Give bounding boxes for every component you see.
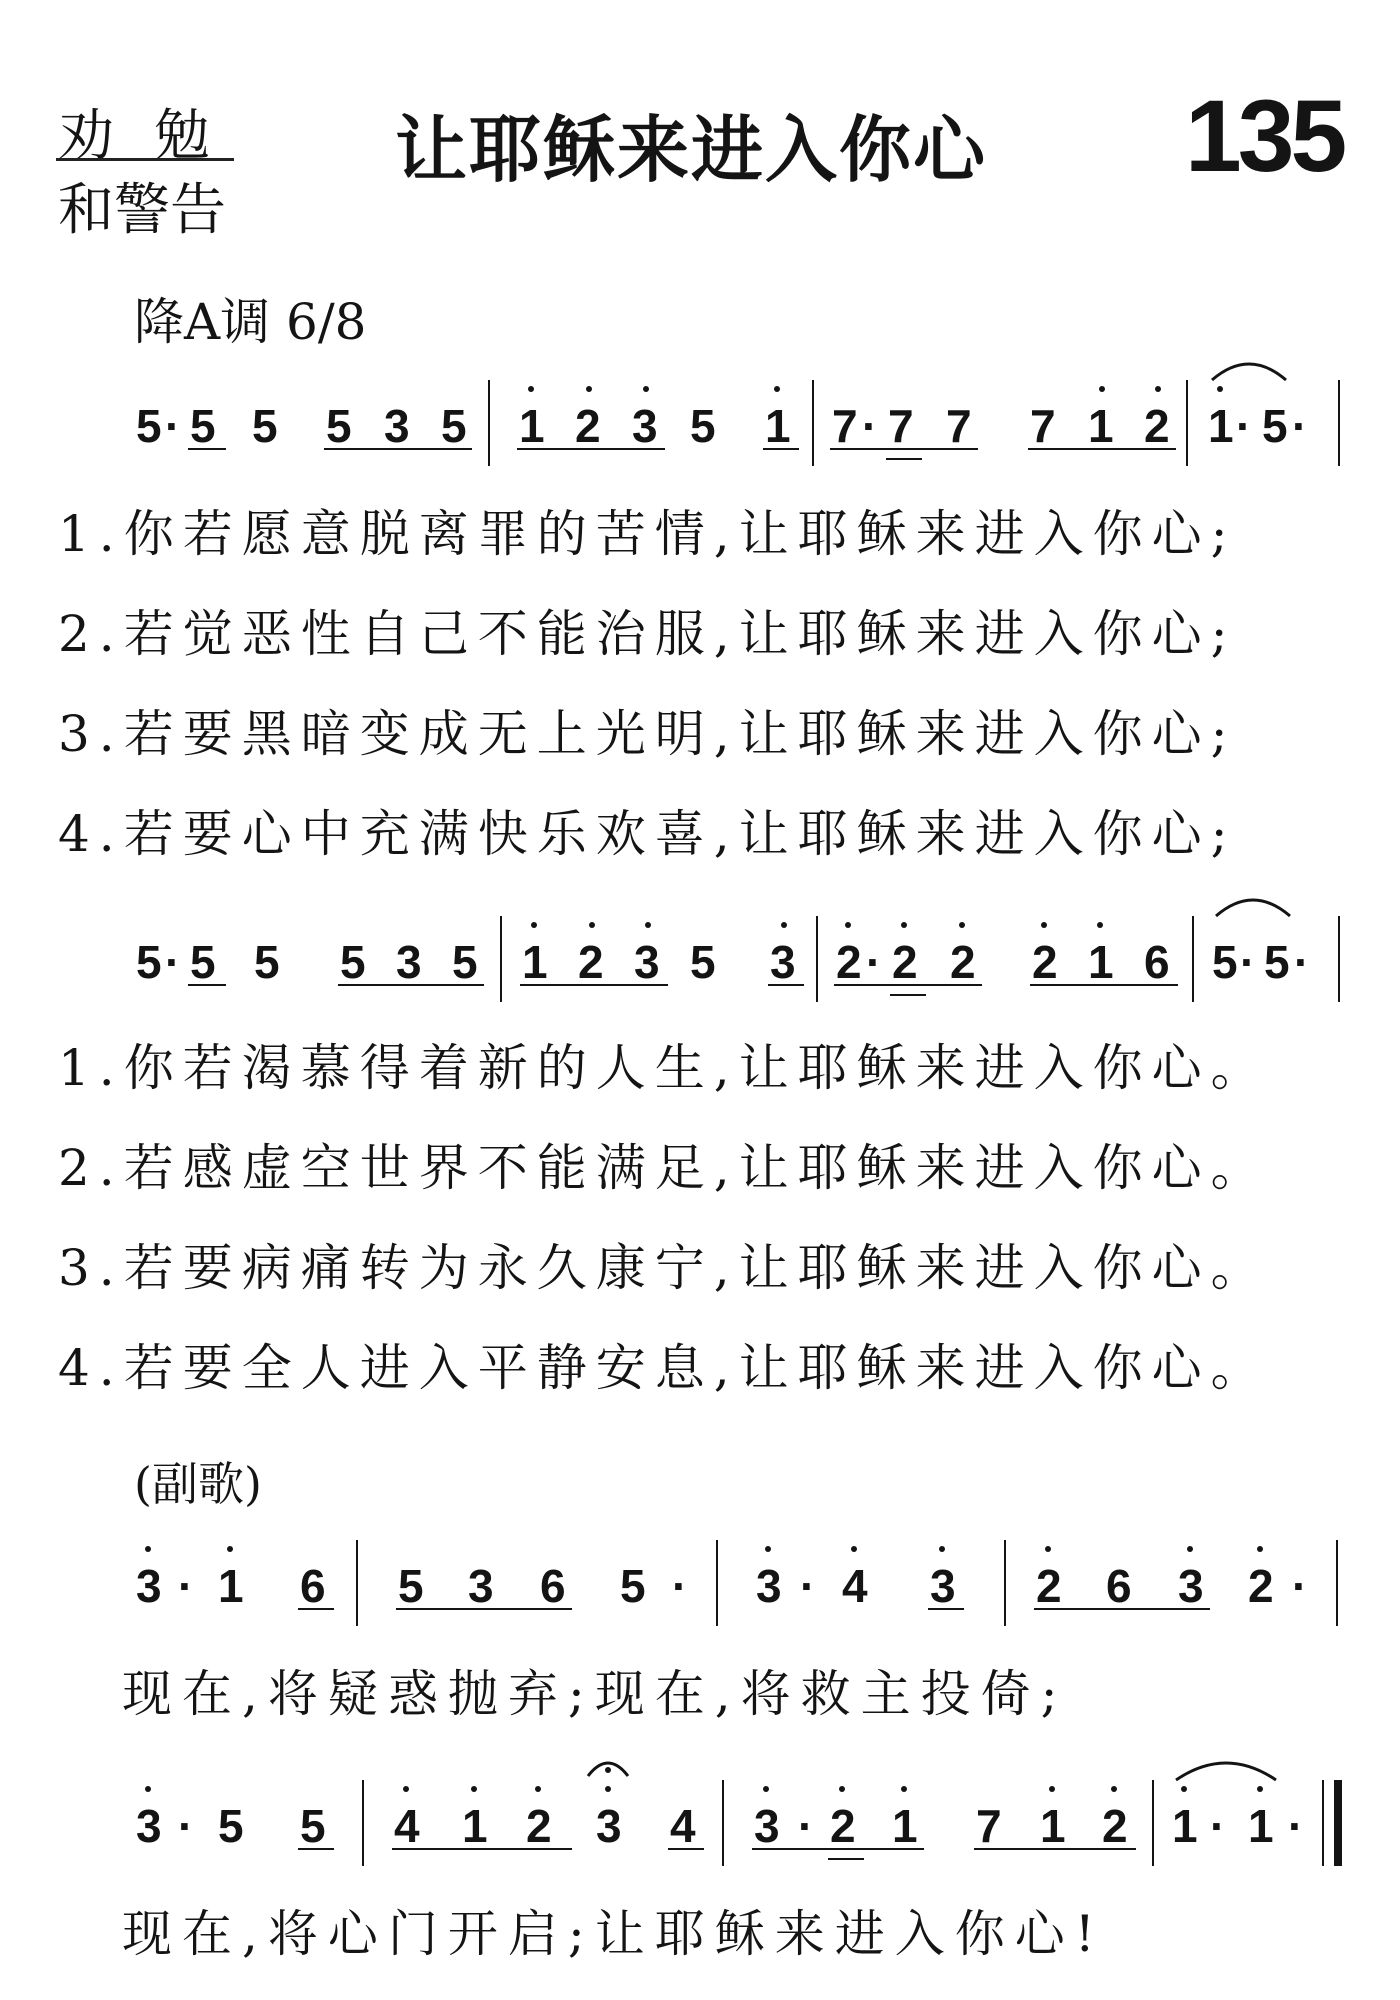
note: 7 (946, 400, 972, 452)
octave-dot (1187, 1546, 1193, 1552)
category-label-top: 劝勉 (58, 104, 250, 169)
note: 5 (218, 1800, 244, 1852)
note: 5 (398, 1560, 424, 1612)
octave-dot (403, 1786, 409, 1792)
barline (812, 380, 814, 466)
beam (338, 984, 484, 986)
barline (1336, 1540, 1338, 1626)
octave-dot (901, 922, 907, 928)
barline (722, 1780, 724, 1866)
beam (928, 1608, 964, 1610)
fermata-icon (1168, 1754, 1284, 1784)
note: 6 (540, 1560, 566, 1612)
verse-1-lyric-a: 1.你若愿意脱离罪的苦情,让耶稣来进入你心; (58, 505, 1237, 563)
note: 6 (300, 1560, 326, 1612)
octave-dot (471, 1786, 477, 1792)
note: 3 (632, 400, 658, 452)
beam (828, 1858, 864, 1860)
note-dot: · (1294, 936, 1310, 988)
note: 5 (136, 936, 162, 988)
note: 2 (1248, 1560, 1274, 1612)
note: 3 (396, 936, 422, 988)
fermata-icon (1204, 354, 1294, 384)
note-dot: · (1292, 400, 1308, 452)
note: 2 (526, 1800, 552, 1852)
note: 1 (1040, 1800, 1066, 1852)
note: 2 (836, 936, 862, 988)
note: 5 (690, 936, 716, 988)
note: 7 (1030, 400, 1056, 452)
octave-dot (1217, 386, 1223, 392)
beam (830, 448, 978, 450)
note: 5 (1212, 936, 1238, 988)
note: 3 (756, 1560, 782, 1612)
octave-dot (765, 1546, 771, 1552)
note-dot: · (1210, 1800, 1226, 1852)
note: 5 (620, 1560, 646, 1612)
note: 2 (892, 936, 918, 988)
octave-dot (1181, 1786, 1187, 1792)
note: 5 (254, 936, 280, 988)
octave-dot (1155, 386, 1161, 392)
octave-dot (531, 922, 537, 928)
note: 5 (252, 400, 278, 452)
octave-dot (851, 1546, 857, 1552)
note-dot: · (165, 936, 181, 988)
note: 2 (1036, 1560, 1062, 1612)
barline (1192, 916, 1194, 1002)
note-dot: · (165, 400, 181, 452)
note: 4 (670, 1800, 696, 1852)
note: 3 (770, 936, 796, 988)
note: 4 (842, 1560, 868, 1612)
octave-dot (1045, 1546, 1051, 1552)
barline (362, 1780, 364, 1866)
barline (1186, 380, 1188, 466)
octave-dot (589, 922, 595, 928)
note: 3 (754, 1800, 780, 1852)
beam (324, 448, 472, 450)
octave-dot (763, 1786, 769, 1792)
note-dot: · (672, 1560, 688, 1612)
note: 6 (1106, 1560, 1132, 1612)
barline (716, 1540, 718, 1626)
octave-dot (535, 1786, 541, 1792)
note: 2 (578, 936, 604, 988)
beam (1034, 1608, 1210, 1610)
beam (1028, 448, 1176, 450)
beam (752, 1848, 924, 1850)
barline (816, 916, 818, 1002)
octave-dot (939, 1546, 945, 1552)
octave-dot (1041, 922, 1047, 928)
octave-dot (145, 1546, 151, 1552)
note: 7 (976, 1800, 1002, 1852)
note-dot: · (798, 1800, 814, 1852)
verse-notation-line-2 (0, 934, 1400, 1024)
note: 2 (830, 1800, 856, 1852)
fermata-icon (584, 1750, 632, 1780)
key-signature: 降A调 6/8 (134, 293, 367, 351)
beam (768, 984, 804, 986)
note: 5 (1264, 936, 1290, 988)
octave-dot (845, 922, 851, 928)
category-divider (56, 158, 234, 161)
beam (392, 1848, 572, 1850)
note-dot: · (1236, 400, 1252, 452)
beam (188, 984, 226, 986)
note: 1 (519, 400, 545, 452)
note: 2 (1102, 1800, 1128, 1852)
note: 1 (765, 400, 791, 452)
final-barline-thin (1322, 1780, 1324, 1866)
beam (668, 1848, 704, 1850)
chorus-lyric-1: 现在,将疑惑抛弃;现在,将救主投倚; (122, 1665, 1068, 1723)
octave-dot (605, 1786, 611, 1792)
octave-dot (1049, 1786, 1055, 1792)
verse-4-lyric-b: 4.若要全人进入平静安息,让耶稣来进入你心。 (58, 1339, 1270, 1397)
note: 5 (190, 936, 216, 988)
note: 1 (1088, 936, 1114, 988)
octave-dot (781, 922, 787, 928)
note: 5 (300, 1800, 326, 1852)
beam (763, 448, 799, 450)
note: 2 (1032, 936, 1058, 988)
note: 3 (384, 400, 410, 452)
note-dot: · (866, 936, 882, 988)
note: 3 (596, 1800, 622, 1852)
hymn-title: 让耶稣来进入你心 (395, 108, 988, 192)
octave-dot (1099, 386, 1105, 392)
note-dot: · (178, 1800, 194, 1852)
octave-dot (145, 1786, 151, 1792)
note: 3 (634, 936, 660, 988)
note-dot: · (178, 1560, 194, 1612)
barline (1004, 1540, 1006, 1626)
final-barline-thick (1334, 1780, 1342, 1866)
note: 1 (522, 936, 548, 988)
verse-4-lyric-a: 4.若要心中充满快乐欢喜,让耶稣来进入你心; (58, 805, 1237, 863)
octave-dot (586, 386, 592, 392)
beam (974, 1848, 1136, 1850)
beam (886, 458, 922, 460)
note: 1 (218, 1560, 244, 1612)
barline (1152, 1780, 1154, 1866)
beam (834, 984, 982, 986)
note: 1 (1248, 1800, 1274, 1852)
note: 1 (1208, 400, 1234, 452)
note: 3 (930, 1560, 956, 1612)
octave-dot (774, 386, 780, 392)
note-dot: · (1240, 936, 1256, 988)
note: 4 (394, 1800, 420, 1852)
verse-notation-line-1 (0, 398, 1400, 488)
note: 3 (136, 1560, 162, 1612)
beam (520, 984, 668, 986)
note-dot: · (1292, 1560, 1308, 1612)
note-dot: · (862, 400, 878, 452)
beam (188, 448, 226, 450)
barline (488, 380, 490, 466)
note: 3 (1178, 1560, 1204, 1612)
octave-dot (227, 1546, 233, 1552)
note: 1 (1088, 400, 1114, 452)
octave-dot (839, 1786, 845, 1792)
octave-dot (643, 386, 649, 392)
verse-3-lyric-a: 3.若要黑暗变成无上光明,让耶稣来进入你心; (58, 705, 1237, 763)
verse-2-lyric-b: 2.若感虚空世界不能满足,让耶稣来进入你心。 (58, 1139, 1270, 1197)
note-dot: · (1288, 1800, 1304, 1852)
beam (1030, 984, 1178, 986)
note: 3 (468, 1560, 494, 1612)
note: 5 (690, 400, 716, 452)
chorus-notation-line-2 (0, 1798, 1400, 1888)
octave-dot (901, 1786, 907, 1792)
chorus-label: (副歌) (134, 1457, 262, 1511)
barline (356, 1540, 358, 1626)
note: 1 (462, 1800, 488, 1852)
note: 5 (340, 936, 366, 988)
beam (890, 994, 926, 996)
verse-1-lyric-b: 1.你若渴慕得着新的人生,让耶稣来进入你心。 (58, 1039, 1270, 1097)
note: 5 (1262, 400, 1288, 452)
beam (298, 1848, 334, 1850)
note: 2 (1144, 400, 1170, 452)
octave-dot (1111, 1786, 1117, 1792)
note: 2 (950, 936, 976, 988)
hymn-number: 135 (1185, 79, 1344, 193)
octave-dot (645, 922, 651, 928)
chorus-notation-line-1 (0, 1558, 1400, 1648)
note: 5 (136, 400, 162, 452)
barline (1338, 916, 1340, 1002)
octave-dot (1097, 922, 1103, 928)
barline (500, 916, 502, 1002)
beam (396, 1608, 572, 1610)
beam (298, 1608, 334, 1610)
note: 5 (326, 400, 352, 452)
octave-dot (528, 386, 534, 392)
note: 6 (1144, 936, 1170, 988)
verse-3-lyric-b: 3.若要病痛转为永久康宁,让耶稣来进入你心。 (58, 1239, 1270, 1297)
note: 7 (832, 400, 858, 452)
beam (517, 448, 665, 450)
note: 1 (892, 1800, 918, 1852)
note: 5 (190, 400, 216, 452)
note: 2 (575, 400, 601, 452)
octave-dot (1257, 1786, 1263, 1792)
note: 5 (452, 936, 478, 988)
note: 3 (136, 1800, 162, 1852)
verse-2-lyric-a: 2.若觉恶性自己不能治服,让耶稣来进入你心; (58, 605, 1237, 663)
category-label-bottom: 和警告 (58, 178, 226, 243)
note-dot: · (800, 1560, 816, 1612)
barline (1338, 380, 1340, 466)
fermata-icon (1208, 890, 1298, 920)
octave-dot (1257, 1546, 1263, 1552)
note: 1 (1172, 1800, 1198, 1852)
octave-dot (959, 922, 965, 928)
chorus-lyric-2: 现在,将心门开启;让耶稣来进入你心! (122, 1905, 1105, 1963)
note: 5 (441, 400, 467, 452)
note: 7 (888, 400, 914, 452)
